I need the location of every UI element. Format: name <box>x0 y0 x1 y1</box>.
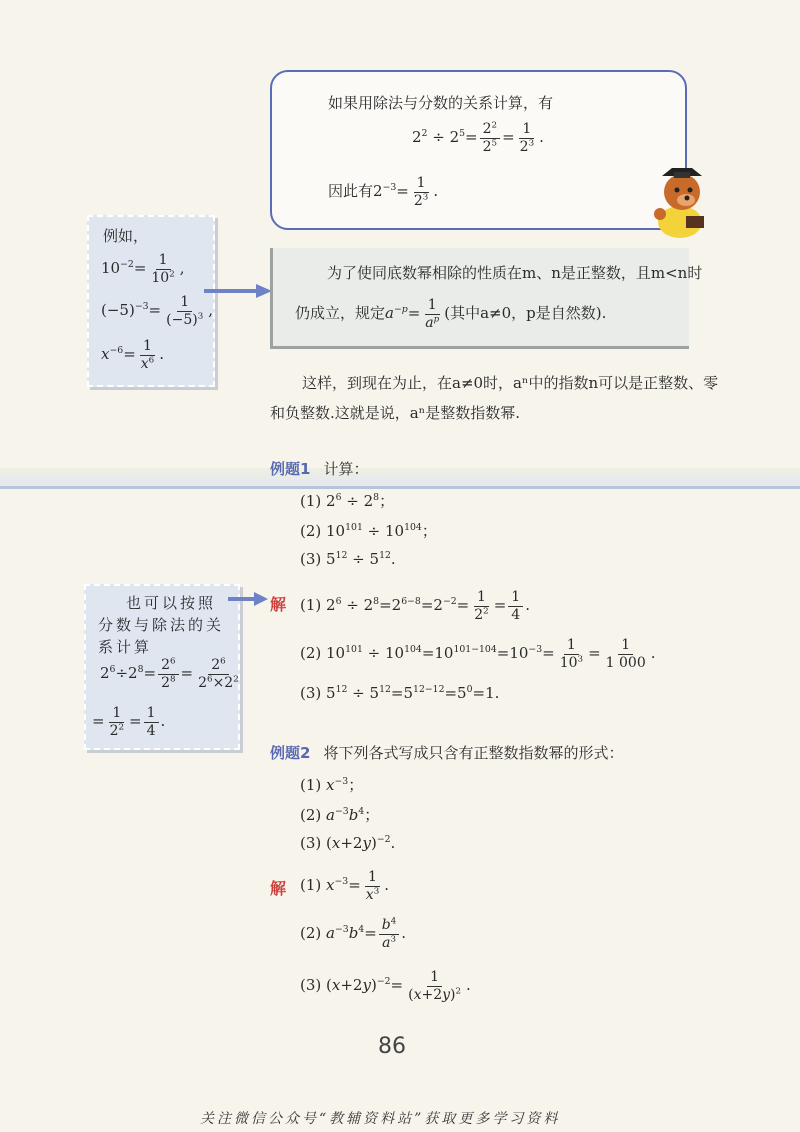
example-2-heading <box>270 742 624 763</box>
arrow-right-icon <box>228 592 268 606</box>
footer-note: 关注微信公众号“教辅资料站”获取更多学习资料 <box>200 1111 561 1127</box>
example-2-item-1: (1) $x^{-3}$； <box>300 776 364 794</box>
decorative-band-line <box>0 486 800 489</box>
example-2-prompt: 将下列各式写成只含有正整数指数幂的形式： <box>323 744 624 762</box>
page-number: 86 <box>378 1034 406 1059</box>
definition-box <box>270 248 703 349</box>
definition-suffix: (其中a≠0，p是自然数). <box>444 304 607 323</box>
definition-line-1: 为了使同底数幂相除的性质在m、n是正整数，且m<n时 <box>327 264 703 282</box>
side-note-eq-3: $x^{-6}=$ $\frac{1}{x^6}$ . <box>101 338 164 372</box>
example-1-item-2: (2) $10^{101} \div 10^{104}$； <box>300 522 437 540</box>
side-note-alternative <box>84 584 240 750</box>
item-number: (1) <box>300 492 322 510</box>
side-note-examples <box>87 215 215 387</box>
bubble-line-3-prefix: 因此有 <box>328 182 374 201</box>
example-1-title: 例题1 <box>270 460 311 478</box>
definition-line-2: 仍成立，规定$a^{-p}=$ $\frac{1}{a^p}$ (其中a≠0，p是自然数). <box>295 297 607 331</box>
side-note-eq-1: $10^{-2}=$ $\frac{1}{10^2}$ , <box>101 252 185 286</box>
bubble-line-3: 因此有$2^{-3}=$ $\frac{1}{2^3}$ . <box>328 175 439 209</box>
example-1-item-3: (3) $5^{12} \div 5^{12}$. <box>300 550 396 568</box>
side-note-2-text: 也可以按照分数与除法的关系计算 <box>98 594 225 656</box>
bear-teacher-icon <box>640 160 720 240</box>
solution-1-step-1: (1) $2^6 \div 2^8=2^{6-8}=2^{-2}=$ $\frac{1}{2^2}$ = $\frac{1}{4}$ . <box>300 589 530 623</box>
example-1-prompt: 计算： <box>323 460 369 478</box>
solution-2-label: 解 <box>270 879 287 898</box>
paragraph-line-1: 这样，到现在为止，在a≠0时，aⁿ中的指数n可以是正整数、零 <box>302 374 719 392</box>
item-number: (3) <box>300 550 322 568</box>
side-note-2-eq-2: = $\frac{1}{2^2}$ = $\frac{1}{4}$ . <box>92 705 166 739</box>
example-1-heading <box>270 458 369 479</box>
example-1-item-1: (1) $2^6 \div 2^8$； <box>300 492 395 510</box>
definition-prefix: 仍成立，规定 <box>295 304 386 323</box>
bubble-line-1: 如果用除法与分数的关系计算，有 <box>328 94 554 112</box>
side-note-2-eq-1: $2^6\div 2^8=$ $\frac{2^6}{2^8}$ = $\frac{2^6}{2^6\times 2^2}$ <box>100 656 239 691</box>
solution-1-step-3: (3) $5^{12} \div 5^{12}=5^{12-12}=5^0=1$. <box>300 684 500 702</box>
example-2-item-2: (2) $a^{-3}b^4$； <box>300 806 380 824</box>
side-note-eq-2: $(-5)^{-3}=$ $\frac{1}{(-5)^3}$ , <box>101 294 213 328</box>
decorative-band <box>0 468 800 486</box>
item-number: (2) <box>300 522 322 540</box>
solution-1-step-2: (2) $10^{101} \div 10^{104}=10^{101-104}=10^{-3}=$ $\frac{1}{10^3}$ = $\frac{1}{1 000}$ . <box>300 637 656 671</box>
solution-2-step-1: (1) $x^{-3}=$ $\frac{1}{x^3}$ . <box>300 869 389 903</box>
example-2-item-3: (3) $(x+2y)^{-2}$. <box>300 834 396 852</box>
solution-1-label: 解 <box>270 595 287 614</box>
solution-2-step-3: (3) $(x+2y)^{-2}=$ $\frac{1}{(x+2y)^2}$ . <box>300 969 471 1003</box>
arrow-right-icon <box>204 283 272 299</box>
side-note-label: 例如， <box>103 227 149 245</box>
paragraph-line-2: 和负整数.这就是说，aⁿ是整数指数幂. <box>270 404 520 422</box>
bubble-equation: $2^2 \div 2^5=$ $\frac{2^2}{2^5}$ = $\frac{1}{2^3}$ . <box>412 120 544 155</box>
thought-bubble <box>270 70 687 230</box>
example-2-title: 例题2 <box>270 744 311 762</box>
solution-2-step-2: (2) $a^{-3}b^4=$ $\frac{b^4}{a^3}$ . <box>300 916 407 951</box>
